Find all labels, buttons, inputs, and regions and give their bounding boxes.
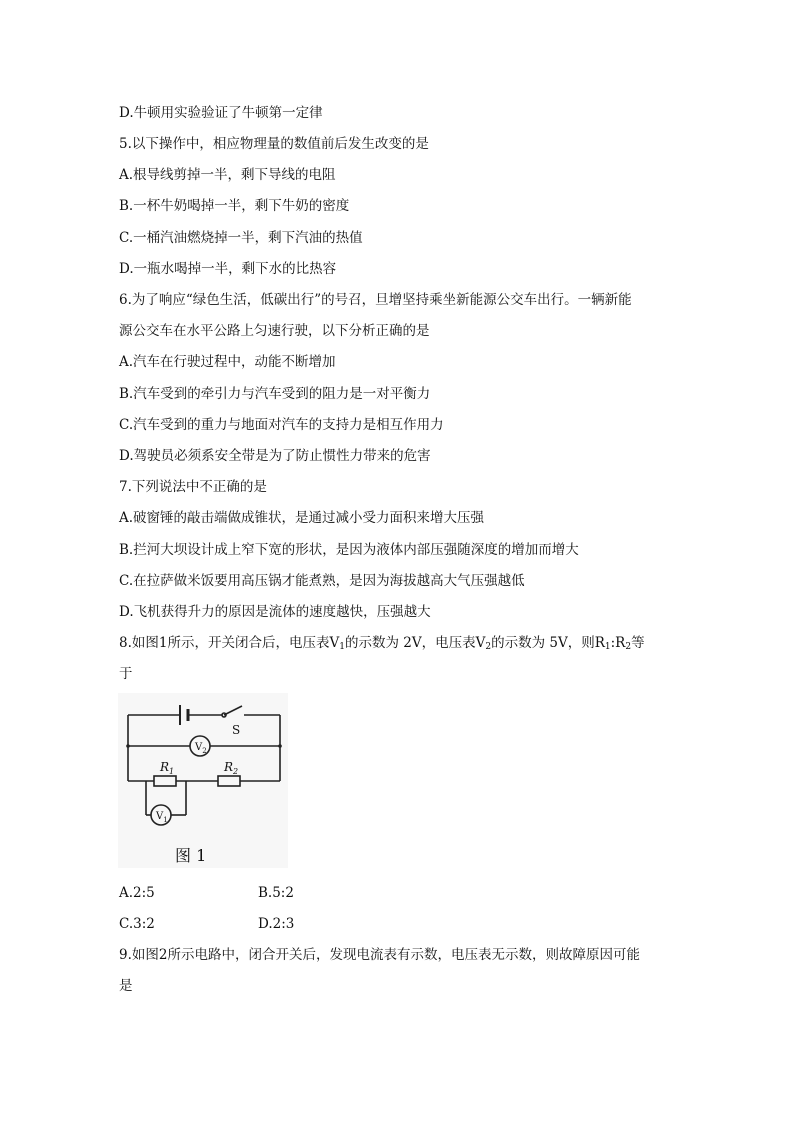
q5-option-d: D.一瓶水喝掉一半，剩下水的比热容 bbox=[119, 261, 337, 277]
q7-option-b: B.拦河大坝设计成上窄下宽的形状，是因为液体内部压强随深度的增加而增大 bbox=[119, 542, 579, 558]
q7-option-d: D.飞机获得升力的原因是流体的速度越快，压强越大 bbox=[119, 604, 431, 620]
q5-stem: 5.以下操作中，相应物理量的数值前后发生改变的是 bbox=[119, 136, 429, 152]
q8-stem-part3: 的示数为 5V，则R bbox=[491, 635, 605, 651]
q8-sub-v1: 1 bbox=[339, 642, 345, 652]
q8-option-b: B.5:2 bbox=[258, 885, 294, 901]
q6-option-b: B.汽车受到的牵引力与汽车受到的阻力是一对平衡力 bbox=[119, 386, 431, 402]
q8-sub-r2: 2 bbox=[625, 642, 632, 652]
q7-option-a: A.破窗锤的敲击端做成锥状，是通过减小受力面积来增大压强 bbox=[119, 510, 485, 526]
v2-letter: V bbox=[195, 742, 203, 753]
q8-stem-part5: 等 bbox=[631, 635, 645, 651]
circuit-diagram bbox=[118, 693, 288, 868]
q8-option-c: C.3:2 bbox=[119, 916, 155, 932]
r2-letter: R bbox=[224, 760, 234, 774]
q7-option-c: C.在拉萨做米饭要用高压锅才能煮熟，是因为海拔越高大气压强越低 bbox=[119, 573, 525, 589]
q8-option-a: A.2:5 bbox=[119, 885, 155, 901]
junction-left bbox=[126, 744, 130, 748]
q6-option-c: C.汽车受到的重力与地面对汽车的支持力是相互作用力 bbox=[119, 417, 444, 433]
v1-letter: V bbox=[156, 811, 164, 822]
r2-sub: 2 bbox=[233, 767, 239, 776]
q5-option-a: A.根导线剪掉一半，剩下导线的电阻 bbox=[119, 167, 336, 183]
v2-sub: 2 bbox=[202, 747, 207, 755]
q5-option-c: C.一桶汽油燃烧掉一半，剩下汽油的热值 bbox=[119, 230, 363, 246]
q9-stem-line1: 9.如图2所示电路中，闭合开关后，发现电流表有示数，电压表无示数，则故障原因可能 bbox=[119, 947, 640, 963]
junction-right bbox=[278, 744, 282, 748]
q8-stem-line2: 于 bbox=[119, 666, 133, 682]
q8-stem-part2: 的示数为 2V，电压表V bbox=[344, 635, 486, 651]
circuit-figure-1 bbox=[118, 693, 288, 868]
q8-stem-part1: 8.如图1所示，开关闭合后，电压表V bbox=[119, 635, 340, 651]
q6-option-a: A.汽车在行驶过程中，动能不断增加 bbox=[119, 354, 336, 370]
q5-option-b: B.一杯牛奶喝掉一半，剩下牛奶的密度 bbox=[119, 198, 350, 214]
r1-letter: R bbox=[160, 760, 170, 774]
q8-stem-line1 bbox=[119, 634, 645, 656]
q6-stem-line1: 6.为了响应“绿色生活，低碳出行”的号召，旦增坚持乘坐新能源公交车出行。一辆新能 bbox=[119, 292, 632, 308]
q8-stem-part4: :R bbox=[610, 635, 626, 651]
q8-sub-r1: 1 bbox=[604, 642, 611, 652]
r1-sub: 1 bbox=[169, 767, 175, 776]
q8-option-d: D.2:3 bbox=[258, 916, 295, 932]
q6-option-d: D.驾驶员必须系安全带是为了防止惯性力带来的危害 bbox=[119, 448, 431, 464]
v1-sub: 1 bbox=[163, 816, 168, 824]
switch-label: S bbox=[232, 723, 241, 737]
q6-stem-line2: 源公交车在水平公路上匀速行驶，以下分析正确的是 bbox=[119, 323, 430, 339]
q9-stem-line2: 是 bbox=[119, 978, 133, 994]
figure-caption: 图 1 bbox=[175, 846, 207, 865]
q7-stem: 7.下列说法中不正确的是 bbox=[119, 479, 267, 495]
q8-sub-v2: 2 bbox=[485, 642, 492, 652]
q4-option-d: D.牛顿用实验验证了牛顿第一定律 bbox=[119, 105, 323, 121]
